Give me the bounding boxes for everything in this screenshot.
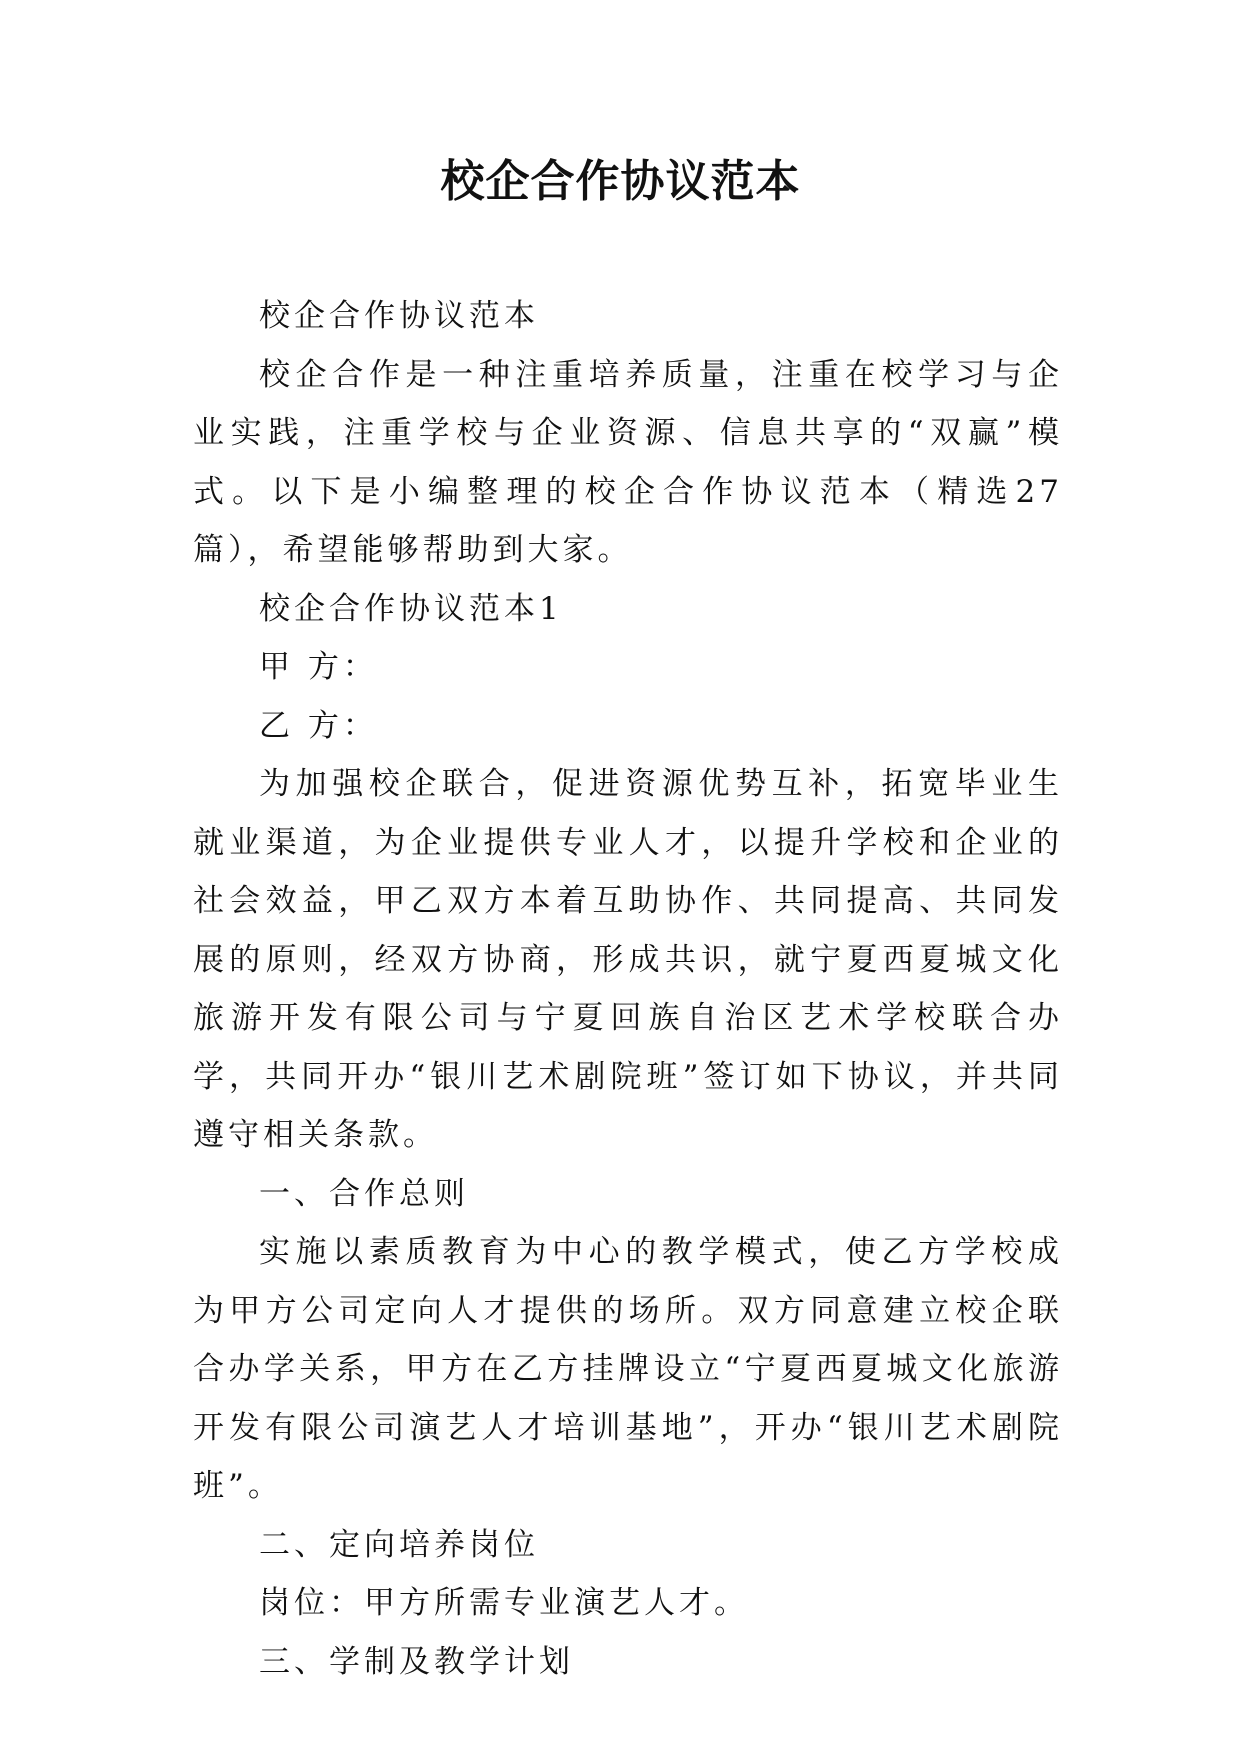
- section-heading-schooling: 三、学制及教学计划: [259, 1643, 574, 1680]
- section-heading-positions: 二、定向培养岗位: [259, 1526, 539, 1563]
- paragraph-intro: 校企合作是一种注重培养质量，注重在校学习与企业实践，注重学校与企业资源、信息共享的“双赢”模式。以下是小编整理的校企合作协议范本（精选27篇），希望能够帮助到大家。: [193, 356, 1063, 568]
- paragraph-preamble: 为加强校企联合，促进资源优势互补，拓宽毕业生就业渠道，为企业提供专业人才，以提升学校和企业的社会效益，甲乙双方本着互助协作、共同提高、共同发展的原则，经双方协商，形成共识，就宁夏西夏城文化旅游开发有限公司与宁夏回族自治区艺术学校联合办学，共同开办“银川艺术剧院班”签订如下协议，并共同遵守相关条款。: [193, 766, 1063, 1153]
- paragraph-party-b: 乙 方：: [259, 707, 378, 744]
- paragraph-general: 实施以素质教育为中心的教学模式，使乙方学校成为甲方公司定向人才提供的场所。双方同意建立校企联合办学关系，甲方在乙方挂牌设立“宁夏西夏城文化旅游开发有限公司演艺人才培训基地”，开办“银川艺术剧院班”。: [193, 1234, 1063, 1504]
- paragraph-positions: 岗位：甲方所需专业演艺人才。: [259, 1585, 749, 1621]
- document-body: [193, 287, 1063, 1691]
- paragraph-party-a: 甲 方：: [259, 649, 378, 685]
- paragraph-subtitle: 校企合作协议范本: [259, 298, 539, 334]
- section-heading-general: 一、合作总则: [259, 1175, 469, 1212]
- paragraph-sample-heading: 校企合作协议范本1: [259, 590, 563, 627]
- document-title: 校企合作协议范本: [440, 156, 801, 207]
